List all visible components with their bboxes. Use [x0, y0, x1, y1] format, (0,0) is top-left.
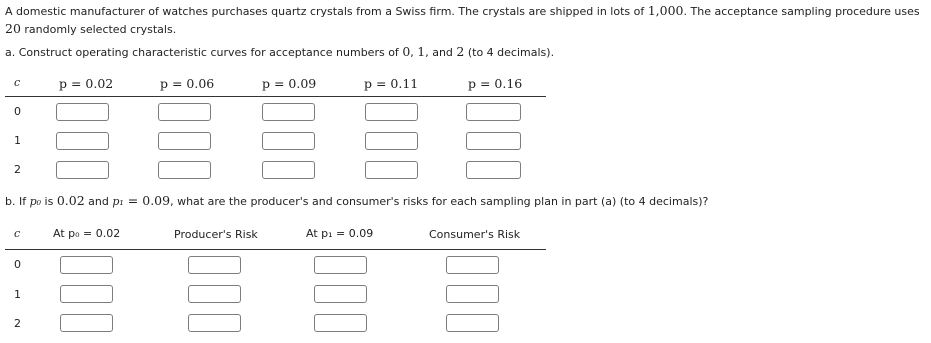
oc-input-c2-p009[interactable] — [262, 161, 315, 179]
oc-input-c1-p002[interactable] — [56, 132, 109, 150]
oc-input-c2-p002[interactable] — [56, 161, 109, 179]
oc-input-c0-p002[interactable] — [56, 103, 109, 121]
risk-row-label-0: 0 — [14, 258, 21, 271]
sample-size-value: 20 — [5, 21, 21, 36]
risk-input-c2-producer[interactable] — [188, 314, 241, 332]
part-b-p0-value: 0.02 — [56, 193, 85, 208]
oc-input-c1-p011[interactable] — [365, 132, 418, 150]
part-b-is: is — [41, 195, 57, 208]
risk-input-c0-consumer[interactable] — [446, 256, 499, 274]
risk-input-c2-at-p0[interactable] — [60, 314, 113, 332]
risk-input-c0-at-p0[interactable] — [60, 256, 113, 274]
intro-text-c: randomly selected crystals. — [20, 23, 177, 36]
oc-table-header-p1: p = 0.02 — [59, 76, 114, 91]
oc-input-c1-p006[interactable] — [158, 132, 211, 150]
oc-input-c2-p006[interactable] — [158, 161, 211, 179]
part-a-sep2: , and — [425, 46, 457, 59]
problem-statement — [5, 2, 925, 38]
risk-table-header-c: c — [14, 227, 21, 240]
oc-input-c1-p009[interactable] — [262, 132, 315, 150]
oc-input-c2-p016[interactable] — [466, 161, 521, 179]
risk-row-label-2: 2 — [14, 317, 21, 330]
intro-text-a: A domestic manufacturer of watches purchases quartz crystals from a Swiss firm. The crystals are shipped in lots of — [5, 5, 648, 18]
risk-input-c0-at-p1[interactable] — [314, 256, 367, 274]
risk-row-label-1: 1 — [14, 288, 21, 301]
oc-table-header-c: c — [14, 76, 21, 89]
risk-table-header-at-p0: At p₀ = 0.02 — [53, 227, 121, 240]
oc-table-header-p5: p = 0.16 — [468, 76, 523, 91]
part-a-sep1: , — [410, 46, 418, 59]
oc-row-label-0: 0 — [14, 105, 21, 118]
oc-input-c0-p009[interactable] — [262, 103, 315, 121]
intro-text-b: . The acceptance sampling procedure uses — [683, 5, 920, 18]
acceptance-number-0: 0 — [402, 44, 411, 59]
risk-table-header-consumer: Consumer's Risk — [429, 228, 521, 241]
oc-table-header-rule — [5, 96, 546, 97]
risk-input-c0-producer[interactable] — [188, 256, 241, 274]
risk-table-header-at-p1: At p₁ = 0.09 — [306, 227, 374, 240]
part-b-p0-symbol: p₀ — [29, 195, 42, 208]
risk-input-c2-at-p1[interactable] — [314, 314, 367, 332]
part-a-suffix: (to 4 decimals). — [464, 46, 555, 59]
oc-input-c2-p011[interactable] — [365, 161, 418, 179]
risk-input-c2-consumer[interactable] — [446, 314, 499, 332]
oc-table-header-p4: p = 0.11 — [364, 76, 419, 91]
risk-input-c1-at-p0[interactable] — [60, 285, 113, 303]
part-b-p1-value: 0.09 — [142, 193, 171, 208]
oc-row-label-2: 2 — [14, 163, 21, 176]
risk-input-c1-at-p1[interactable] — [314, 285, 367, 303]
part-b-equals: = — [123, 193, 143, 208]
part-b-and: and — [84, 195, 113, 208]
risk-table-header-rule — [5, 249, 546, 250]
part-b-p1-symbol: p₁ — [112, 195, 124, 208]
risk-input-c1-producer[interactable] — [188, 285, 241, 303]
acceptance-number-1: 1 — [417, 44, 426, 59]
part-b-instruction — [5, 193, 708, 208]
oc-input-c0-p016[interactable] — [466, 103, 521, 121]
part-a-prefix: a. Construct operating characteristic curves for acceptance numbers of — [5, 46, 403, 59]
risk-table-header-producer: Producer's Risk — [174, 228, 258, 241]
oc-table-header-p2: p = 0.06 — [160, 76, 215, 91]
acceptance-number-2: 2 — [456, 44, 465, 59]
risk-input-c1-consumer[interactable] — [446, 285, 499, 303]
oc-table-header-p3: p = 0.09 — [262, 76, 317, 91]
oc-input-c1-p016[interactable] — [466, 132, 521, 150]
part-b-suffix: , what are the producer's and consumer's risks for each sampling plan in part (a) (to 4 decimals)? — [170, 195, 709, 208]
oc-input-c0-p006[interactable] — [158, 103, 211, 121]
oc-row-label-1: 1 — [14, 134, 21, 147]
lot-size-value: 1,000 — [647, 3, 684, 18]
oc-input-c0-p011[interactable] — [365, 103, 418, 121]
part-a-instruction — [5, 44, 554, 59]
part-b-prefix: b. If — [5, 195, 30, 208]
